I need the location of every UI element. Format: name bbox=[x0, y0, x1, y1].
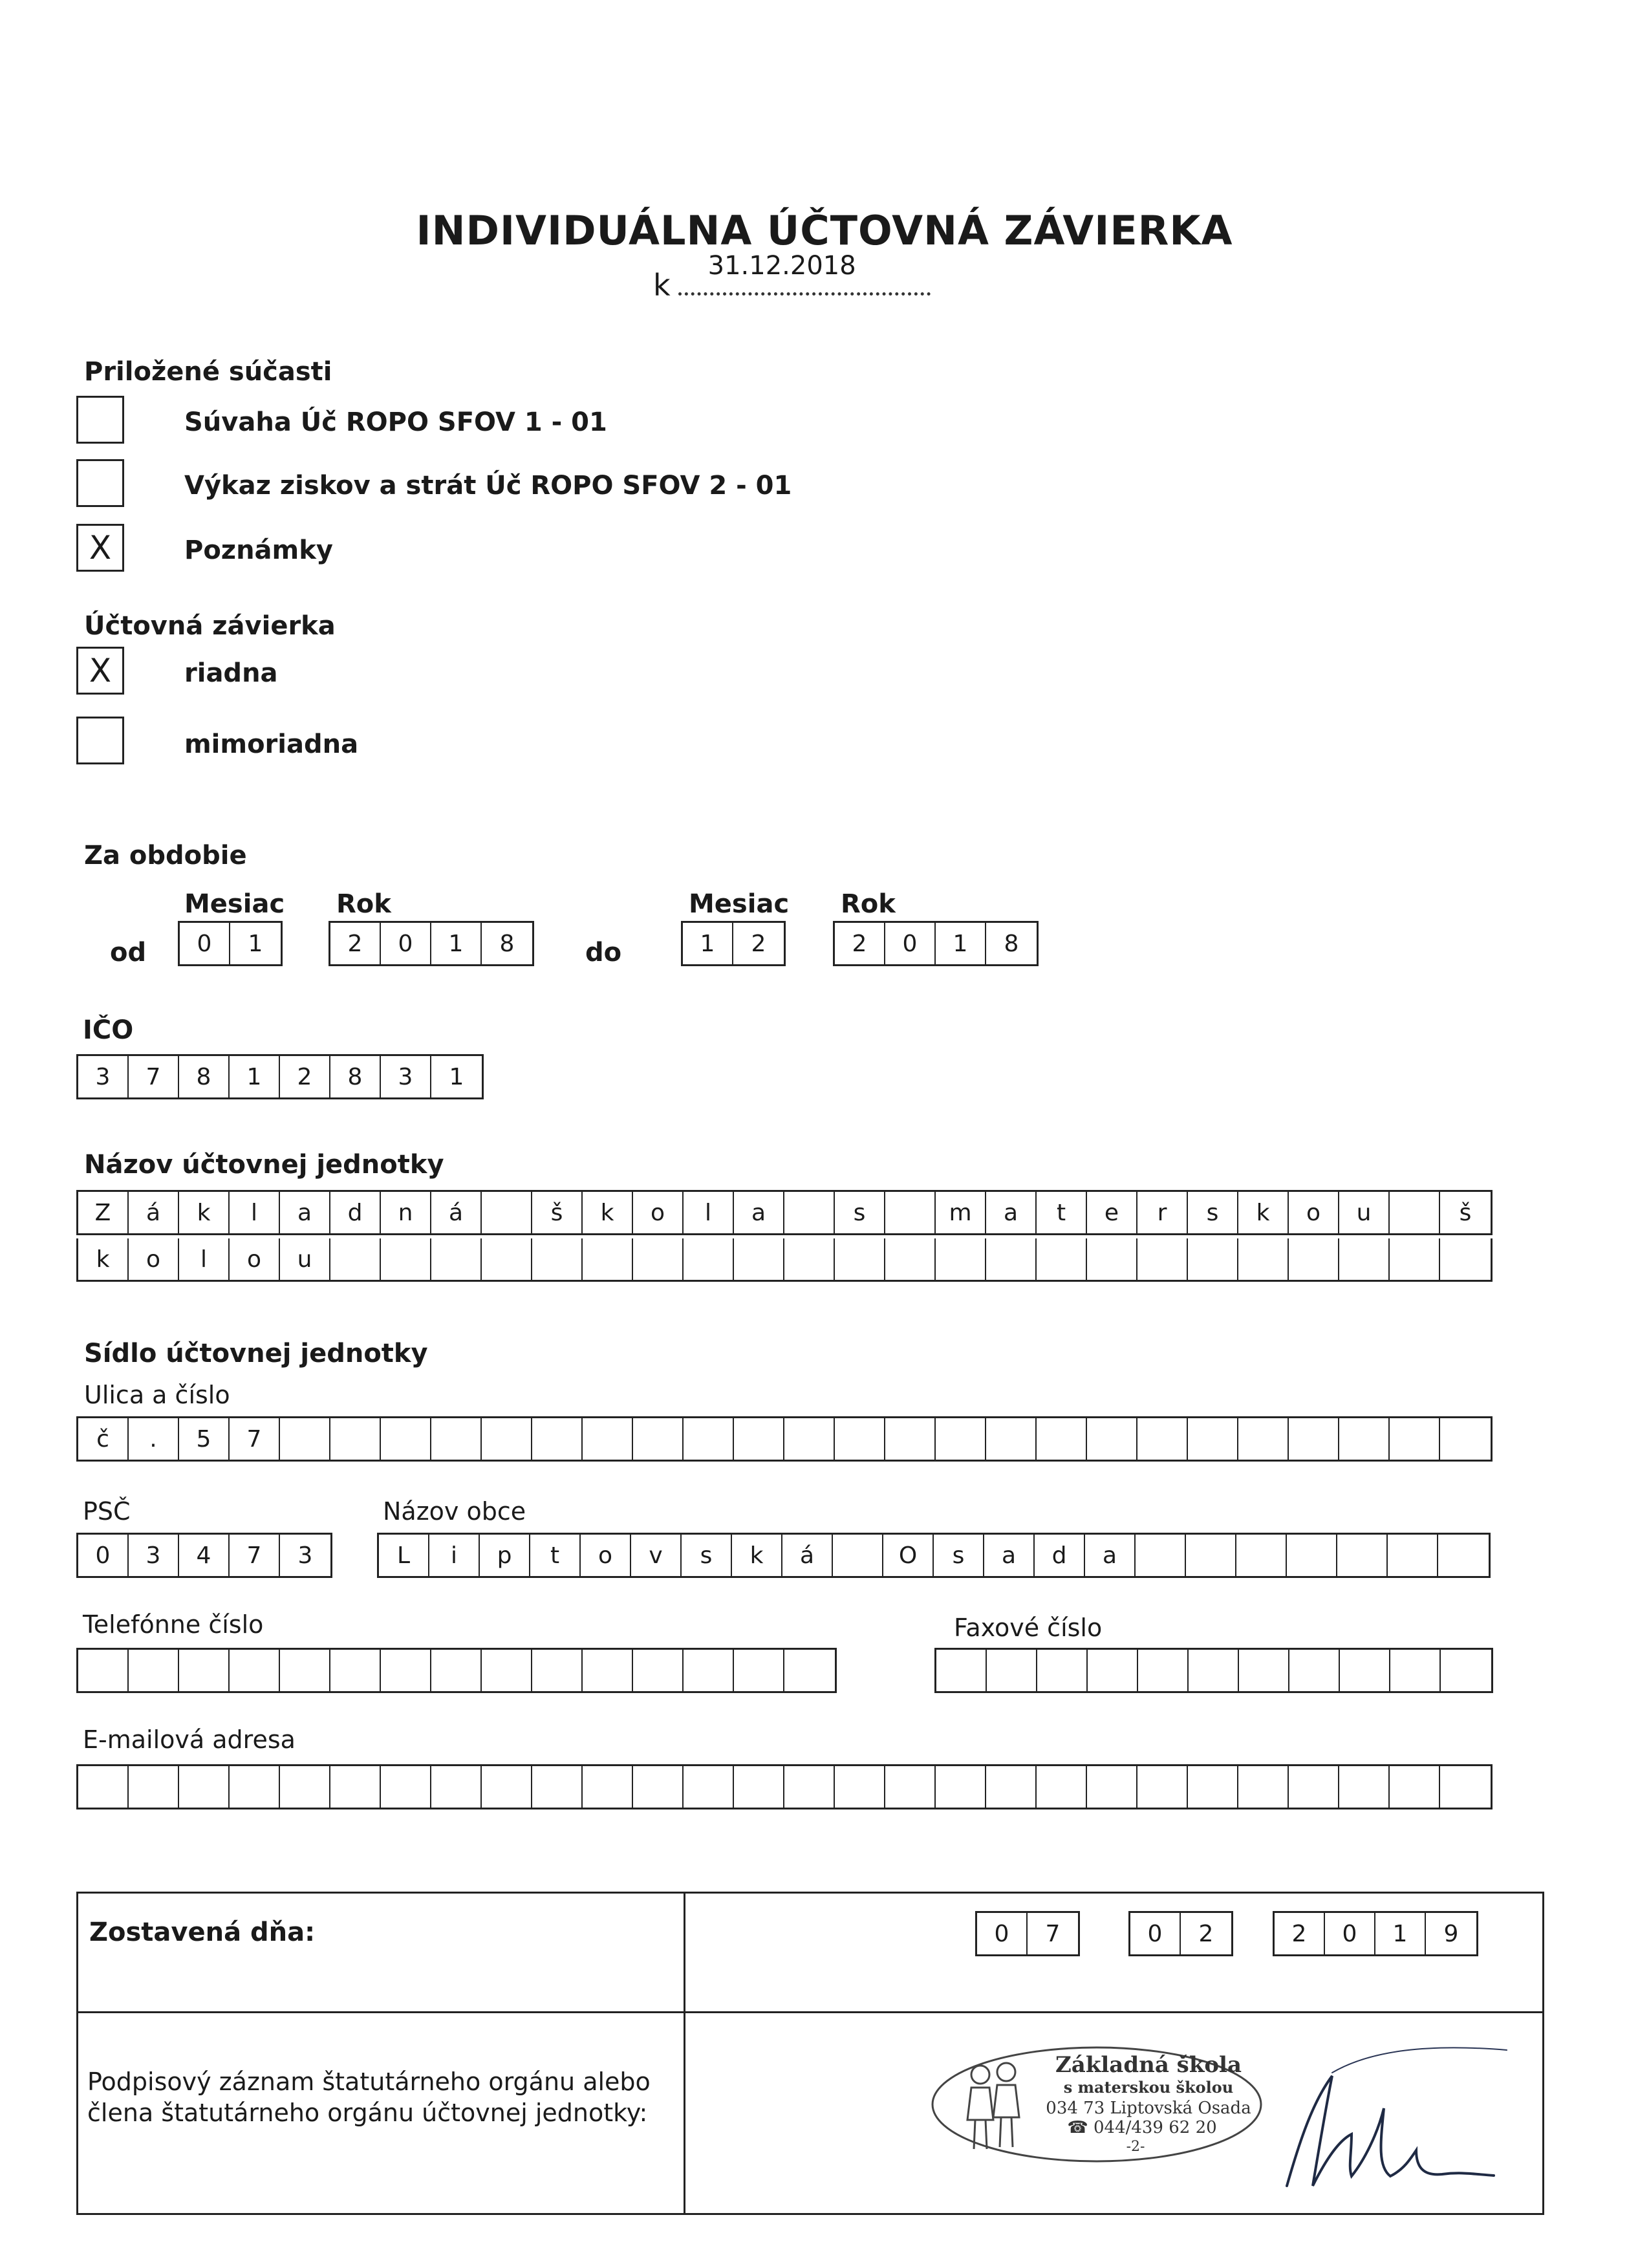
stamp-line-5: -2- bbox=[1126, 2139, 1145, 2155]
unit-name-char-cell: s bbox=[835, 1192, 885, 1233]
email-char-cell bbox=[230, 1766, 280, 1808]
city-char-cell bbox=[1388, 1535, 1438, 1576]
email-char-cell bbox=[1087, 1766, 1137, 1808]
unit-name-char-cell: á bbox=[431, 1192, 482, 1233]
unit-name-char-cell: o bbox=[129, 1238, 179, 1280]
email-char-cell bbox=[936, 1766, 986, 1808]
signature-divider-horizontal bbox=[78, 2011, 1542, 2013]
unit-name-char-cell bbox=[633, 1238, 684, 1280]
city-char-cell: k bbox=[732, 1535, 782, 1576]
to-year-digit: 1 bbox=[936, 923, 986, 964]
city-char-cell: t bbox=[530, 1535, 581, 1576]
unit-name-heading: Názov účtovnej jednotky bbox=[84, 1150, 444, 1180]
email-char-cell bbox=[583, 1766, 633, 1808]
street-char-cell bbox=[734, 1418, 784, 1460]
checkbox-mimoriadna[interactable] bbox=[76, 717, 124, 764]
city-char-cell: s bbox=[682, 1535, 732, 1576]
city-char-cell: L bbox=[379, 1535, 429, 1576]
phone-digit-cell bbox=[230, 1650, 280, 1691]
from-year-digit: 2 bbox=[330, 923, 381, 964]
unit-name-char-cell bbox=[936, 1238, 986, 1280]
email-char-cell bbox=[1037, 1766, 1087, 1808]
street-char-cell bbox=[1037, 1418, 1087, 1460]
from-month-digit: 0 bbox=[180, 923, 230, 964]
to-month-digit: 2 bbox=[751, 930, 766, 957]
fax-digit-cell bbox=[1239, 1650, 1289, 1691]
street-char-cell bbox=[986, 1418, 1037, 1460]
unit-name-char-cell bbox=[1390, 1238, 1440, 1280]
street-char-cell bbox=[936, 1418, 986, 1460]
street-char-cell bbox=[583, 1418, 633, 1460]
fax-digit-cell bbox=[1037, 1650, 1088, 1691]
unit-name-char-cell: o bbox=[633, 1192, 684, 1233]
street-char-cell bbox=[1087, 1418, 1137, 1460]
unit-name-char-cell bbox=[734, 1238, 784, 1280]
street-char-cell bbox=[784, 1418, 835, 1460]
ico-digit-cell: 3 bbox=[78, 1056, 129, 1097]
to-year-digit: 2 bbox=[835, 923, 885, 964]
to-month-label: Mesiac bbox=[689, 889, 790, 919]
email-char-cell bbox=[734, 1766, 784, 1808]
phone-digit-cell bbox=[381, 1650, 431, 1691]
from-year-digit: 0 bbox=[381, 923, 431, 964]
phone-digit-cell bbox=[78, 1650, 129, 1691]
handwritten-signature bbox=[1261, 2037, 1533, 2199]
city-char-cell: s bbox=[934, 1535, 984, 1576]
compiled-day-digit: 0 bbox=[977, 1913, 1028, 1954]
city-char-cell: O bbox=[883, 1535, 934, 1576]
unit-name-char-cell: k bbox=[179, 1192, 230, 1233]
unit-name-char-cell bbox=[1440, 1238, 1491, 1280]
city-char-cell: d bbox=[1035, 1535, 1085, 1576]
label-vykaz: Výkaz ziskov a strát Úč ROPO SFOV 2 - 01 bbox=[184, 471, 792, 501]
unit-name-char-cell: l bbox=[684, 1192, 734, 1233]
city-char-cell bbox=[1438, 1535, 1489, 1576]
unit-name-char-cell: a bbox=[734, 1192, 784, 1233]
fax-digit-cell bbox=[936, 1650, 987, 1691]
fax-field[interactable] bbox=[934, 1648, 1493, 1693]
from-year-label: Rok bbox=[336, 889, 391, 919]
street-char-cell bbox=[532, 1418, 583, 1460]
street-char-cell: 7 bbox=[230, 1418, 280, 1460]
ico-digit-cell: 7 bbox=[129, 1056, 179, 1097]
street-char-cell: 5 bbox=[179, 1418, 230, 1460]
email-char-cell bbox=[482, 1766, 532, 1808]
email-char-cell bbox=[1390, 1766, 1440, 1808]
street-char-cell bbox=[684, 1418, 734, 1460]
unit-name-char-cell bbox=[583, 1238, 633, 1280]
unit-name-char-cell bbox=[532, 1238, 583, 1280]
city-char-cell: i bbox=[429, 1535, 480, 1576]
unit-name-char-cell: á bbox=[129, 1192, 179, 1233]
phone-digit-cell bbox=[431, 1650, 482, 1691]
street-char-cell bbox=[885, 1418, 936, 1460]
phone-field[interactable] bbox=[76, 1648, 837, 1693]
unit-name-char-cell bbox=[1390, 1192, 1440, 1233]
street-char-cell bbox=[633, 1418, 684, 1460]
from-month-field[interactable] bbox=[178, 921, 283, 966]
psc-digit-cell: 3 bbox=[129, 1535, 179, 1576]
unit-name-char-cell: e bbox=[1087, 1192, 1137, 1233]
email-char-cell bbox=[78, 1766, 129, 1808]
compiled-year-digit: 2 bbox=[1275, 1913, 1325, 1954]
phone-digit-cell bbox=[633, 1650, 684, 1691]
unit-name-char-cell bbox=[381, 1238, 431, 1280]
email-char-cell bbox=[179, 1766, 230, 1808]
compiled-month-digit: 0 bbox=[1130, 1913, 1181, 1954]
ico-digit-cell: 3 bbox=[381, 1056, 431, 1097]
unit-name-char-cell bbox=[684, 1238, 734, 1280]
fax-digit-cell bbox=[1189, 1650, 1239, 1691]
checkbox-riadna[interactable]: X bbox=[76, 647, 124, 695]
unit-name-char-cell: k bbox=[1238, 1192, 1289, 1233]
unit-name-char-cell bbox=[835, 1238, 885, 1280]
compiled-year-field[interactable] bbox=[1273, 1911, 1478, 1956]
unit-name-char-cell bbox=[1137, 1238, 1188, 1280]
unit-name-char-cell: o bbox=[230, 1238, 280, 1280]
closing-date-value[interactable]: 31.12.2018 bbox=[707, 251, 856, 281]
street-char-cell bbox=[1238, 1418, 1289, 1460]
from-month-digit: 1 bbox=[248, 930, 263, 957]
compiled-month-field[interactable] bbox=[1128, 1911, 1233, 1956]
psc-digit-cell: 3 bbox=[297, 1542, 313, 1569]
email-char-cell bbox=[633, 1766, 684, 1808]
street-char-cell bbox=[1440, 1418, 1491, 1460]
unit-name-char-cell bbox=[330, 1238, 381, 1280]
ico-digit-cell: 8 bbox=[330, 1056, 381, 1097]
closing-date-line bbox=[653, 251, 931, 303]
phone-digit-cell bbox=[179, 1650, 230, 1691]
email-char-cell bbox=[381, 1766, 431, 1808]
attached-parts-heading: Priložené súčasti bbox=[84, 357, 332, 387]
unit-name-char-cell: n bbox=[381, 1192, 431, 1233]
label-mimoriadna: mimoriadna bbox=[184, 729, 359, 759]
city-char-cell bbox=[1236, 1535, 1287, 1576]
signature-divider-vertical bbox=[684, 1894, 685, 2213]
unit-name-char-cell: a bbox=[986, 1192, 1037, 1233]
email-char-cell bbox=[280, 1766, 330, 1808]
to-month-field[interactable] bbox=[681, 921, 786, 966]
form-title: INDIVIDUÁLNA ÚČTOVNÁ ZÁVIERKA bbox=[416, 207, 1233, 254]
fax-digit-cell bbox=[1441, 1650, 1491, 1691]
city-field[interactable] bbox=[377, 1533, 1491, 1578]
unit-name-char-cell bbox=[1087, 1238, 1137, 1280]
unit-name-char-cell bbox=[431, 1238, 482, 1280]
phone-digit-cell bbox=[532, 1650, 583, 1691]
stamp-line-4: ☎ 044/439 62 20 bbox=[1067, 2118, 1217, 2137]
unit-name-char-cell bbox=[1289, 1238, 1339, 1280]
stamp-line-3: 034 73 Liptovská Osada bbox=[1046, 2099, 1251, 2118]
unit-name-char-cell: š bbox=[532, 1192, 583, 1233]
city-char-cell: á bbox=[782, 1535, 833, 1576]
city-char-cell: a bbox=[1085, 1535, 1136, 1576]
unit-name-char-cell: r bbox=[1137, 1192, 1188, 1233]
city-char-cell: o bbox=[581, 1535, 631, 1576]
fax-digit-cell bbox=[1390, 1650, 1441, 1691]
unit-name-char-cell bbox=[482, 1192, 532, 1233]
street-field[interactable] bbox=[76, 1416, 1493, 1462]
label-poznamky: Poznámky bbox=[184, 535, 333, 565]
stamp-children-icon bbox=[967, 2063, 1019, 2149]
unit-name-char-cell: l bbox=[230, 1192, 280, 1233]
unit-name-char-cell bbox=[784, 1238, 835, 1280]
label-suvaha: Súvaha Úč ROPO SFOV 1 - 01 bbox=[184, 407, 607, 437]
compiled-month-digit: 2 bbox=[1198, 1920, 1214, 1947]
compiled-year-digit: 1 bbox=[1375, 1913, 1426, 1954]
email-char-cell bbox=[1289, 1766, 1339, 1808]
unit-name-char-cell bbox=[986, 1238, 1037, 1280]
ico-digit-cell: 2 bbox=[280, 1056, 330, 1097]
from-year-digit: 8 bbox=[499, 930, 515, 957]
compiled-day-digit: 7 bbox=[1045, 1920, 1061, 1947]
unit-name-char-cell: a bbox=[280, 1192, 330, 1233]
phone-digit-cell bbox=[330, 1650, 381, 1691]
period-heading: Za obdobie bbox=[84, 841, 247, 870]
unit-name-char-cell: d bbox=[330, 1192, 381, 1233]
compiled-day-field[interactable] bbox=[975, 1911, 1080, 1956]
email-char-cell bbox=[330, 1766, 381, 1808]
street-char-cell bbox=[1137, 1418, 1188, 1460]
ico-digit-cell: 1 bbox=[230, 1056, 280, 1097]
street-char-cell bbox=[482, 1418, 532, 1460]
ico-heading: IČO bbox=[83, 1015, 134, 1045]
city-char-cell: p bbox=[480, 1535, 530, 1576]
unit-name-char-cell: k bbox=[78, 1238, 129, 1280]
email-char-cell bbox=[784, 1766, 835, 1808]
phone-digit-cell bbox=[684, 1650, 734, 1691]
closing-type-heading: Účtovná závierka bbox=[84, 611, 336, 641]
email-char-cell bbox=[1440, 1766, 1491, 1808]
signature-label-line1: Podpisový záznam štatutárneho orgánu alebo bbox=[87, 2068, 651, 2096]
date-dotted-line bbox=[678, 251, 931, 296]
unit-name-field-row1[interactable] bbox=[76, 1190, 1493, 1235]
ico-digit-cell: 8 bbox=[179, 1056, 230, 1097]
checkbox-suvaha[interactable] bbox=[76, 396, 124, 444]
stamp-line-2: s materskou školou bbox=[1063, 2078, 1234, 2097]
fax-digit-cell bbox=[1340, 1650, 1390, 1691]
compiled-year-digit: 9 bbox=[1443, 1920, 1459, 1947]
psc-digit-cell: 0 bbox=[78, 1535, 129, 1576]
phone-digit-cell bbox=[734, 1650, 784, 1691]
unit-name-char-cell: Z bbox=[78, 1192, 129, 1233]
street-char-cell: . bbox=[129, 1418, 179, 1460]
email-char-cell bbox=[129, 1766, 179, 1808]
unit-name-char-cell bbox=[1238, 1238, 1289, 1280]
to-month-digit: 1 bbox=[683, 923, 733, 964]
street-char-cell bbox=[1339, 1418, 1390, 1460]
unit-name-char-cell: o bbox=[1289, 1192, 1339, 1233]
compiled-label: Zostavená dňa: bbox=[89, 1917, 316, 1947]
city-label: Názov obce bbox=[383, 1497, 526, 1526]
unit-name-char-cell bbox=[885, 1238, 936, 1280]
unit-name-char-cell: š bbox=[1459, 1199, 1472, 1226]
phone-digit-cell bbox=[280, 1650, 330, 1691]
city-char-cell bbox=[1186, 1535, 1236, 1576]
ico-digit-cell: 1 bbox=[449, 1063, 464, 1090]
phone-digit-cell bbox=[784, 1650, 835, 1691]
email-char-cell bbox=[431, 1766, 482, 1808]
to-year-field[interactable] bbox=[833, 921, 1039, 966]
from-year-digit: 1 bbox=[431, 923, 482, 964]
phone-digit-cell bbox=[482, 1650, 532, 1691]
psc-digit-cell: 4 bbox=[179, 1535, 230, 1576]
street-char-cell bbox=[1289, 1418, 1339, 1460]
street-char-cell bbox=[280, 1418, 330, 1460]
unit-name-char-cell bbox=[1188, 1238, 1238, 1280]
street-char-cell bbox=[330, 1418, 381, 1460]
email-field[interactable] bbox=[76, 1764, 1493, 1809]
unit-name-char-cell: u bbox=[280, 1238, 330, 1280]
email-char-cell bbox=[1238, 1766, 1289, 1808]
to-year-digit: 8 bbox=[1004, 930, 1019, 957]
checkbox-poznamky[interactable]: X bbox=[76, 524, 124, 572]
signature-label-line2: člena štatutárneho orgánu účtovnej jednotky: bbox=[87, 2099, 648, 2127]
email-char-cell bbox=[684, 1766, 734, 1808]
unit-name-char-cell bbox=[1339, 1238, 1390, 1280]
city-char-cell bbox=[1337, 1535, 1388, 1576]
from-label: od bbox=[110, 938, 147, 967]
street-char-cell bbox=[381, 1418, 431, 1460]
from-year-field[interactable] bbox=[329, 921, 534, 966]
city-char-cell bbox=[1136, 1535, 1186, 1576]
email-char-cell bbox=[1188, 1766, 1238, 1808]
email-label: E-mailová adresa bbox=[83, 1725, 296, 1754]
city-char-cell: v bbox=[631, 1535, 682, 1576]
city-char-cell bbox=[833, 1535, 883, 1576]
checkbox-vykaz[interactable] bbox=[76, 459, 124, 507]
label-riadna: riadna bbox=[184, 658, 278, 688]
to-label: do bbox=[585, 938, 622, 967]
street-label: Ulica a číslo bbox=[84, 1381, 230, 1409]
phone-digit-cell bbox=[583, 1650, 633, 1691]
unit-name-char-cell: u bbox=[1339, 1192, 1390, 1233]
email-char-cell bbox=[532, 1766, 583, 1808]
email-char-cell bbox=[1339, 1766, 1390, 1808]
fax-digit-cell bbox=[1088, 1650, 1138, 1691]
street-char-cell bbox=[431, 1418, 482, 1460]
street-char-cell bbox=[1390, 1418, 1440, 1460]
unit-name-char-cell bbox=[885, 1192, 936, 1233]
unit-name-char-cell: m bbox=[936, 1192, 986, 1233]
fax-label: Faxové číslo bbox=[954, 1614, 1103, 1642]
unit-name-char-cell bbox=[482, 1238, 532, 1280]
psc-label: PSČ bbox=[83, 1497, 131, 1526]
unit-name-field-row2[interactable] bbox=[76, 1238, 1493, 1282]
phone-digit-cell bbox=[129, 1650, 179, 1691]
city-char-cell: a bbox=[984, 1535, 1035, 1576]
to-year-digit: 0 bbox=[885, 923, 936, 964]
compiled-year-digit: 0 bbox=[1325, 1913, 1375, 1954]
email-char-cell bbox=[986, 1766, 1037, 1808]
unit-name-char-cell bbox=[784, 1192, 835, 1233]
street-char-cell bbox=[835, 1418, 885, 1460]
ico-field[interactable] bbox=[76, 1054, 484, 1099]
unit-name-char-cell: l bbox=[179, 1238, 230, 1280]
street-char-cell bbox=[1188, 1418, 1238, 1460]
phone-label: Telefónne číslo bbox=[83, 1610, 264, 1639]
fax-digit-cell bbox=[1138, 1650, 1189, 1691]
fax-digit-cell bbox=[987, 1650, 1037, 1691]
psc-digit-cell: 7 bbox=[230, 1535, 280, 1576]
city-char-cell bbox=[1287, 1535, 1337, 1576]
address-heading: Sídlo účtovnej jednotky bbox=[84, 1339, 428, 1368]
unit-name-char-cell bbox=[1037, 1238, 1087, 1280]
unit-name-char-cell: s bbox=[1188, 1192, 1238, 1233]
signature-label bbox=[87, 2066, 651, 2128]
psc-field[interactable] bbox=[76, 1533, 332, 1578]
fax-digit-cell bbox=[1289, 1650, 1340, 1691]
school-stamp bbox=[929, 2042, 1265, 2166]
stamp-line-1: Základná škola bbox=[1055, 2052, 1242, 2078]
unit-name-char-cell: t bbox=[1037, 1192, 1087, 1233]
unit-name-char-cell: k bbox=[583, 1192, 633, 1233]
date-prefix: k bbox=[653, 268, 671, 303]
email-char-cell bbox=[1137, 1766, 1188, 1808]
from-month-label: Mesiac bbox=[184, 889, 285, 919]
to-year-label: Rok bbox=[841, 889, 896, 919]
street-char-cell: č bbox=[78, 1418, 129, 1460]
email-char-cell bbox=[885, 1766, 936, 1808]
email-char-cell bbox=[835, 1766, 885, 1808]
